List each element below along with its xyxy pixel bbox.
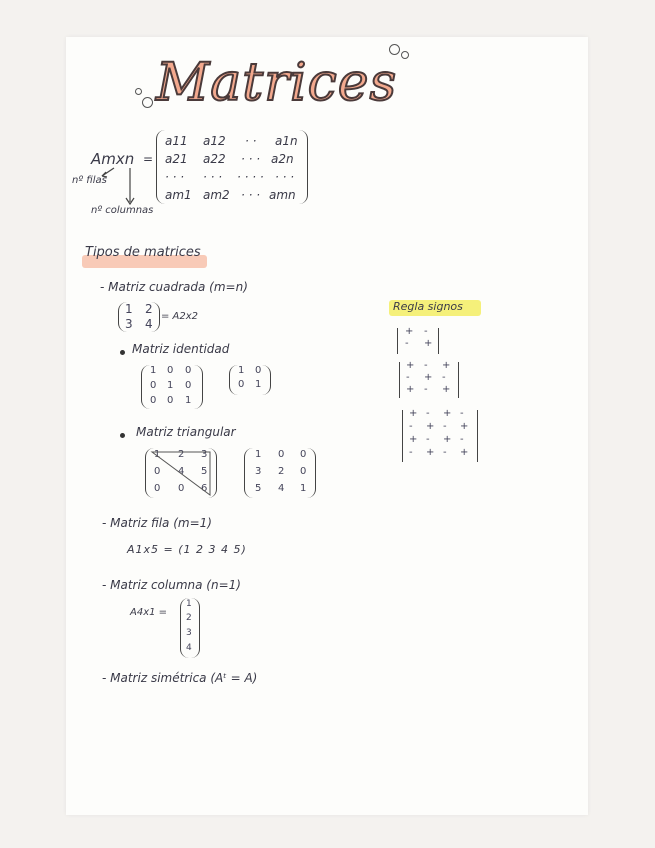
sign-cell: - bbox=[424, 360, 428, 371]
matrix-name: Amxn bbox=[91, 150, 135, 168]
matrix-cell: 2 bbox=[278, 466, 285, 477]
matrix-cell: 3 bbox=[201, 449, 208, 460]
matrix-cell: a22 bbox=[203, 152, 226, 166]
matrix-cell: · · · bbox=[241, 188, 261, 202]
matrix-cell: 1 bbox=[300, 483, 307, 494]
sign-cell: + bbox=[442, 360, 451, 371]
matrix-cell: 0 bbox=[150, 395, 157, 406]
matrix-cell: · · bbox=[245, 134, 257, 148]
sign-cell: - bbox=[409, 421, 413, 432]
sign-cell: + bbox=[405, 326, 414, 337]
sign-cell: + bbox=[409, 434, 418, 445]
matrix-cell: 0 bbox=[178, 483, 185, 494]
sign-cell: + bbox=[406, 360, 415, 371]
matrix-cell: 1 bbox=[255, 449, 262, 460]
matrix-cell: 1 bbox=[185, 395, 192, 406]
bullet bbox=[120, 350, 125, 355]
title-block bbox=[148, 45, 418, 125]
matrix-cell: 0 bbox=[154, 483, 161, 494]
matrix-cell: 1 bbox=[238, 365, 245, 376]
row-matrix-example: A1x5 = (1 2 3 4 5) bbox=[127, 543, 247, 556]
matrix-cell: 1 bbox=[186, 599, 192, 609]
decoration-bubble bbox=[401, 51, 409, 59]
matrix-cell: 1 bbox=[255, 379, 262, 390]
sign-cell: - bbox=[426, 434, 430, 445]
symmetric-heading: - Matriz simétrica (Aᵗ = A) bbox=[102, 671, 258, 685]
square-heading: - Matriz cuadrada (m=n) bbox=[100, 280, 248, 294]
column-matrix-heading: - Matriz columna (n=1) bbox=[102, 578, 241, 592]
identity-heading: Matriz identidad bbox=[132, 342, 230, 356]
sign-cell: + bbox=[442, 384, 451, 395]
matrix-cell: 6 bbox=[201, 483, 208, 494]
matrix-cell: · · · bbox=[241, 152, 261, 166]
general-matrix bbox=[156, 130, 308, 204]
matrix-cell: 0 bbox=[167, 365, 174, 376]
matrix-cell: 0 bbox=[278, 449, 285, 460]
matrix-cell: 0 bbox=[185, 380, 192, 391]
sign-cell: - bbox=[443, 421, 447, 432]
matrix-cell: a1n bbox=[275, 134, 298, 148]
sign-cell: + bbox=[443, 434, 452, 445]
triangular-heading: Matriz triangular bbox=[136, 425, 236, 439]
matrix-cell: · · · bbox=[275, 170, 295, 184]
sign-cell: - bbox=[460, 434, 464, 445]
signs-heading: Regla signos bbox=[393, 300, 463, 313]
matrix-cell: 5 bbox=[255, 483, 262, 494]
columns-label: nº columnas bbox=[91, 205, 154, 216]
matrix-cell: a2n bbox=[271, 152, 294, 166]
matrix-cell: 4 bbox=[145, 317, 153, 331]
signs-matrix-2x2 bbox=[397, 328, 439, 354]
matrix-cell: 0 bbox=[238, 379, 245, 390]
matrix-cell: 2 bbox=[178, 449, 185, 460]
matrix-cell: 0 bbox=[255, 365, 262, 376]
matrix-cell: 0 bbox=[300, 449, 307, 460]
matrix-cell: · · · bbox=[203, 170, 223, 184]
sign-cell: - bbox=[424, 326, 428, 337]
decoration-bubble bbox=[389, 44, 400, 55]
matrix-cell: · · · · bbox=[237, 170, 264, 184]
matrix-cell: 1 bbox=[154, 449, 161, 460]
signs-matrix-3x3 bbox=[399, 362, 459, 398]
sign-cell: - bbox=[442, 372, 446, 383]
column-matrix-lhs: A4x1 = bbox=[130, 607, 168, 618]
sign-cell: - bbox=[405, 338, 409, 349]
matrix-cell: · · · bbox=[165, 170, 185, 184]
matrix-cell: 4 bbox=[186, 643, 192, 653]
sign-cell: - bbox=[424, 384, 428, 395]
matrix-cell: a21 bbox=[165, 152, 188, 166]
matrix-cell: a12 bbox=[203, 134, 226, 148]
triangle-outline bbox=[148, 449, 216, 499]
matrix-cell: 1 bbox=[167, 380, 174, 391]
matrix-cell: 3 bbox=[186, 628, 192, 638]
sign-cell: - bbox=[409, 447, 413, 458]
sign-cell: + bbox=[424, 372, 433, 383]
matrix-cell: 5 bbox=[201, 466, 208, 477]
identity-matrix-2x2 bbox=[229, 365, 271, 395]
square-result: = A2x2 bbox=[161, 311, 199, 322]
sign-cell: + bbox=[426, 421, 435, 432]
sign-cell: + bbox=[443, 408, 452, 419]
matrix-cell: 0 bbox=[167, 395, 174, 406]
column-matrix bbox=[180, 598, 200, 658]
sign-cell: + bbox=[460, 447, 469, 458]
matrix-cell: 1 bbox=[125, 302, 133, 316]
matrix-cell: 3 bbox=[255, 466, 262, 477]
matrix-cell: 4 bbox=[178, 466, 185, 477]
rows-label: nº filas bbox=[72, 175, 107, 186]
sign-cell: + bbox=[406, 384, 415, 395]
page-title: Matrices bbox=[156, 53, 398, 113]
matrix-cell: 2 bbox=[186, 613, 192, 623]
decoration-bubble bbox=[135, 88, 142, 95]
matrix-cell: am1 bbox=[165, 188, 192, 202]
matrix-cell: 0 bbox=[150, 380, 157, 391]
sign-cell: + bbox=[409, 408, 418, 419]
identity-matrix-3x3 bbox=[141, 365, 203, 409]
sign-cell: - bbox=[426, 408, 430, 419]
lower-triangular-matrix bbox=[244, 448, 316, 498]
sign-cell: - bbox=[443, 447, 447, 458]
row-matrix-heading: - Matriz fila (m=1) bbox=[102, 516, 212, 530]
matrix-cell: amn bbox=[269, 188, 296, 202]
matrix-cell: 2 bbox=[145, 302, 153, 316]
sign-cell: + bbox=[426, 447, 435, 458]
matrix-cell: a11 bbox=[165, 134, 188, 148]
decoration-bubble bbox=[142, 97, 153, 108]
sign-cell: + bbox=[424, 338, 433, 349]
section-title: Tipos de matrices bbox=[85, 245, 201, 260]
matrix-cell: 0 bbox=[154, 466, 161, 477]
matrix-cell: 1 bbox=[150, 365, 157, 376]
signs-matrix-4x4 bbox=[402, 410, 478, 462]
matrix-cell: 4 bbox=[278, 483, 285, 494]
bullet bbox=[120, 433, 125, 438]
matrix-cell: am2 bbox=[203, 188, 230, 202]
sign-cell: + bbox=[460, 421, 469, 432]
equals-sign: = bbox=[143, 152, 154, 166]
matrix-cell: 0 bbox=[185, 365, 192, 376]
sign-cell: - bbox=[460, 408, 464, 419]
matrix-cell: 3 bbox=[125, 317, 133, 331]
square-matrix bbox=[118, 302, 160, 332]
matrix-cell: 0 bbox=[300, 466, 307, 477]
sign-cell: - bbox=[406, 372, 410, 383]
